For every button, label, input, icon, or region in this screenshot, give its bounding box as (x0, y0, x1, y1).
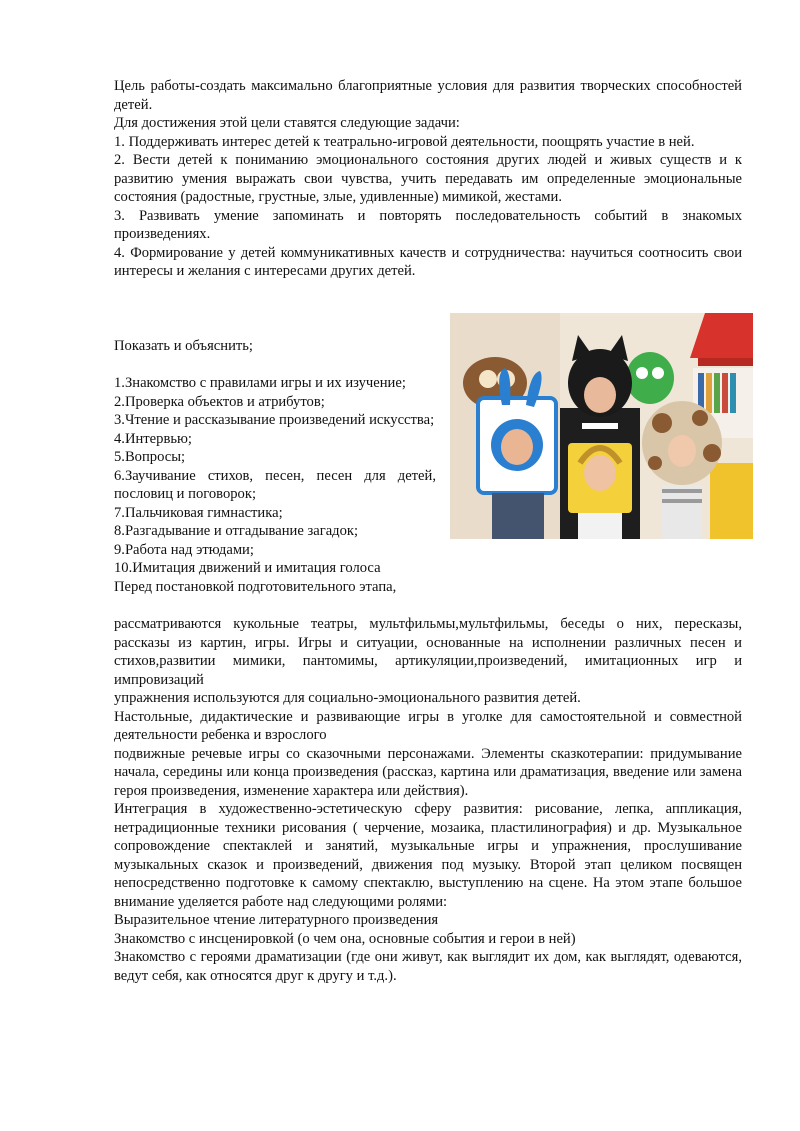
list-item: 9.Работа над этюдами; (114, 541, 254, 558)
paragraph: Знакомство с инсценировкой (о чем она, основные события и герои в ней) (114, 930, 576, 947)
activity-list (114, 374, 436, 596)
list-item: 6.Заучивание стихов, песен, песен для детей, пословиц и поговорок; (114, 467, 436, 502)
goal-paragraph: Цель работы-создать максимально благоприятные условия для развития творческих способностей детей. (114, 78, 742, 113)
task-1: 1. Поддерживать интерес детей к театрально-игровой деятельности, поощрять участие в ней. (114, 133, 695, 150)
tasks-intro: Для достижения этой цели ставятся следующие задачи: (114, 115, 460, 131)
task-4: 4. Формирование у детей коммуникативных качеств и сотрудничества: научиться соотносить свои интересы и желания с интересами других детей. (114, 244, 742, 279)
paragraph: Знакомство с героями драматизации (где они живут, как выглядит их дом, как выглядят, одеваются, ведут себя, как относятся друг к другу и т.д.). (114, 949, 742, 984)
list-item: 4.Интервью; (114, 430, 192, 447)
list-item: Перед постановкой подготовительного этапа, (114, 578, 397, 595)
task-2: 2. Вести детей к пониманию эмоционального состояния других людей и живых существ и к развитию умения выражать свои чувства, учить передавать им определенные эмоциональные состояния (радостные, грустные, злые, удивленные) мимикой, жестами. (114, 152, 742, 205)
paragraph: Интеграция в художественно-эстетическую сферу развития: рисование, лепка, аппликация, нетрадиционные техники рисования ( черчение, мозаика, пластилинография) и др. Музыкальное сопровождение спектаклей и занятий, музыкальные игры и упражнения, прослушивание музыкальных сказок и произведений, движения под музыку. Второй этап целиком посвящен непосредственно подготовке к самому спектаклю, выступлению на сцене. На этом этапе большое внимание уделяется работе над следующими ролями: (114, 801, 742, 910)
paragraph: Настольные, дидактические и развивающие игры в уголке для самостоятельной и совместной деятельности ребенка и взрослого (114, 708, 742, 743)
show-explain-heading: Показать и объяснить; (114, 338, 253, 354)
task-3: 3. Развивать умение запоминать и повторять последовательность событий в знакомых произведениях. (114, 207, 742, 242)
list-item: 2.Проверка объектов и атрибутов; (114, 393, 325, 410)
list-item: 3.Чтение и рассказывание произведений искусства; (114, 412, 435, 428)
paragraph: подвижные речевые игры со сказочными персонажами. Элементы сказкотерапии: придумывание начала, середины или конца произведения (рассказ, картина или драматизация, введение или замена героя произведения, изменение характера или действия). (114, 745, 742, 799)
paragraph: упражнения используются для социально-эмоционального развития детей. (114, 690, 581, 706)
paragraph: рассматриваются кукольные театры, мультфильмы,мультфильмы, беседы о них, пересказы, рассказы из картин, игры. Игры и ситуации, основанные на исполнении различных песен и стихов,развитии мимики, пантомимы, артикуляции,произведений, имитационных игр и импровизаций (114, 616, 742, 688)
intro-section (114, 77, 742, 281)
list-item: 1.Знакомство с правилами игры и их изучение; (114, 375, 406, 391)
main-text (114, 615, 742, 985)
list-item: 8.Разгадывание и отгадывание загадок; (114, 523, 359, 539)
list-item: 7.Пальчиковая гимнастика; (114, 504, 283, 521)
list-item: 5.Вопросы; (114, 449, 186, 465)
paragraph: Выразительное чтение литературного произведения (114, 912, 439, 928)
children-theater-costumes-photo (450, 313, 753, 539)
list-item: 10.Имитация движений и имитация голоса (114, 560, 381, 576)
